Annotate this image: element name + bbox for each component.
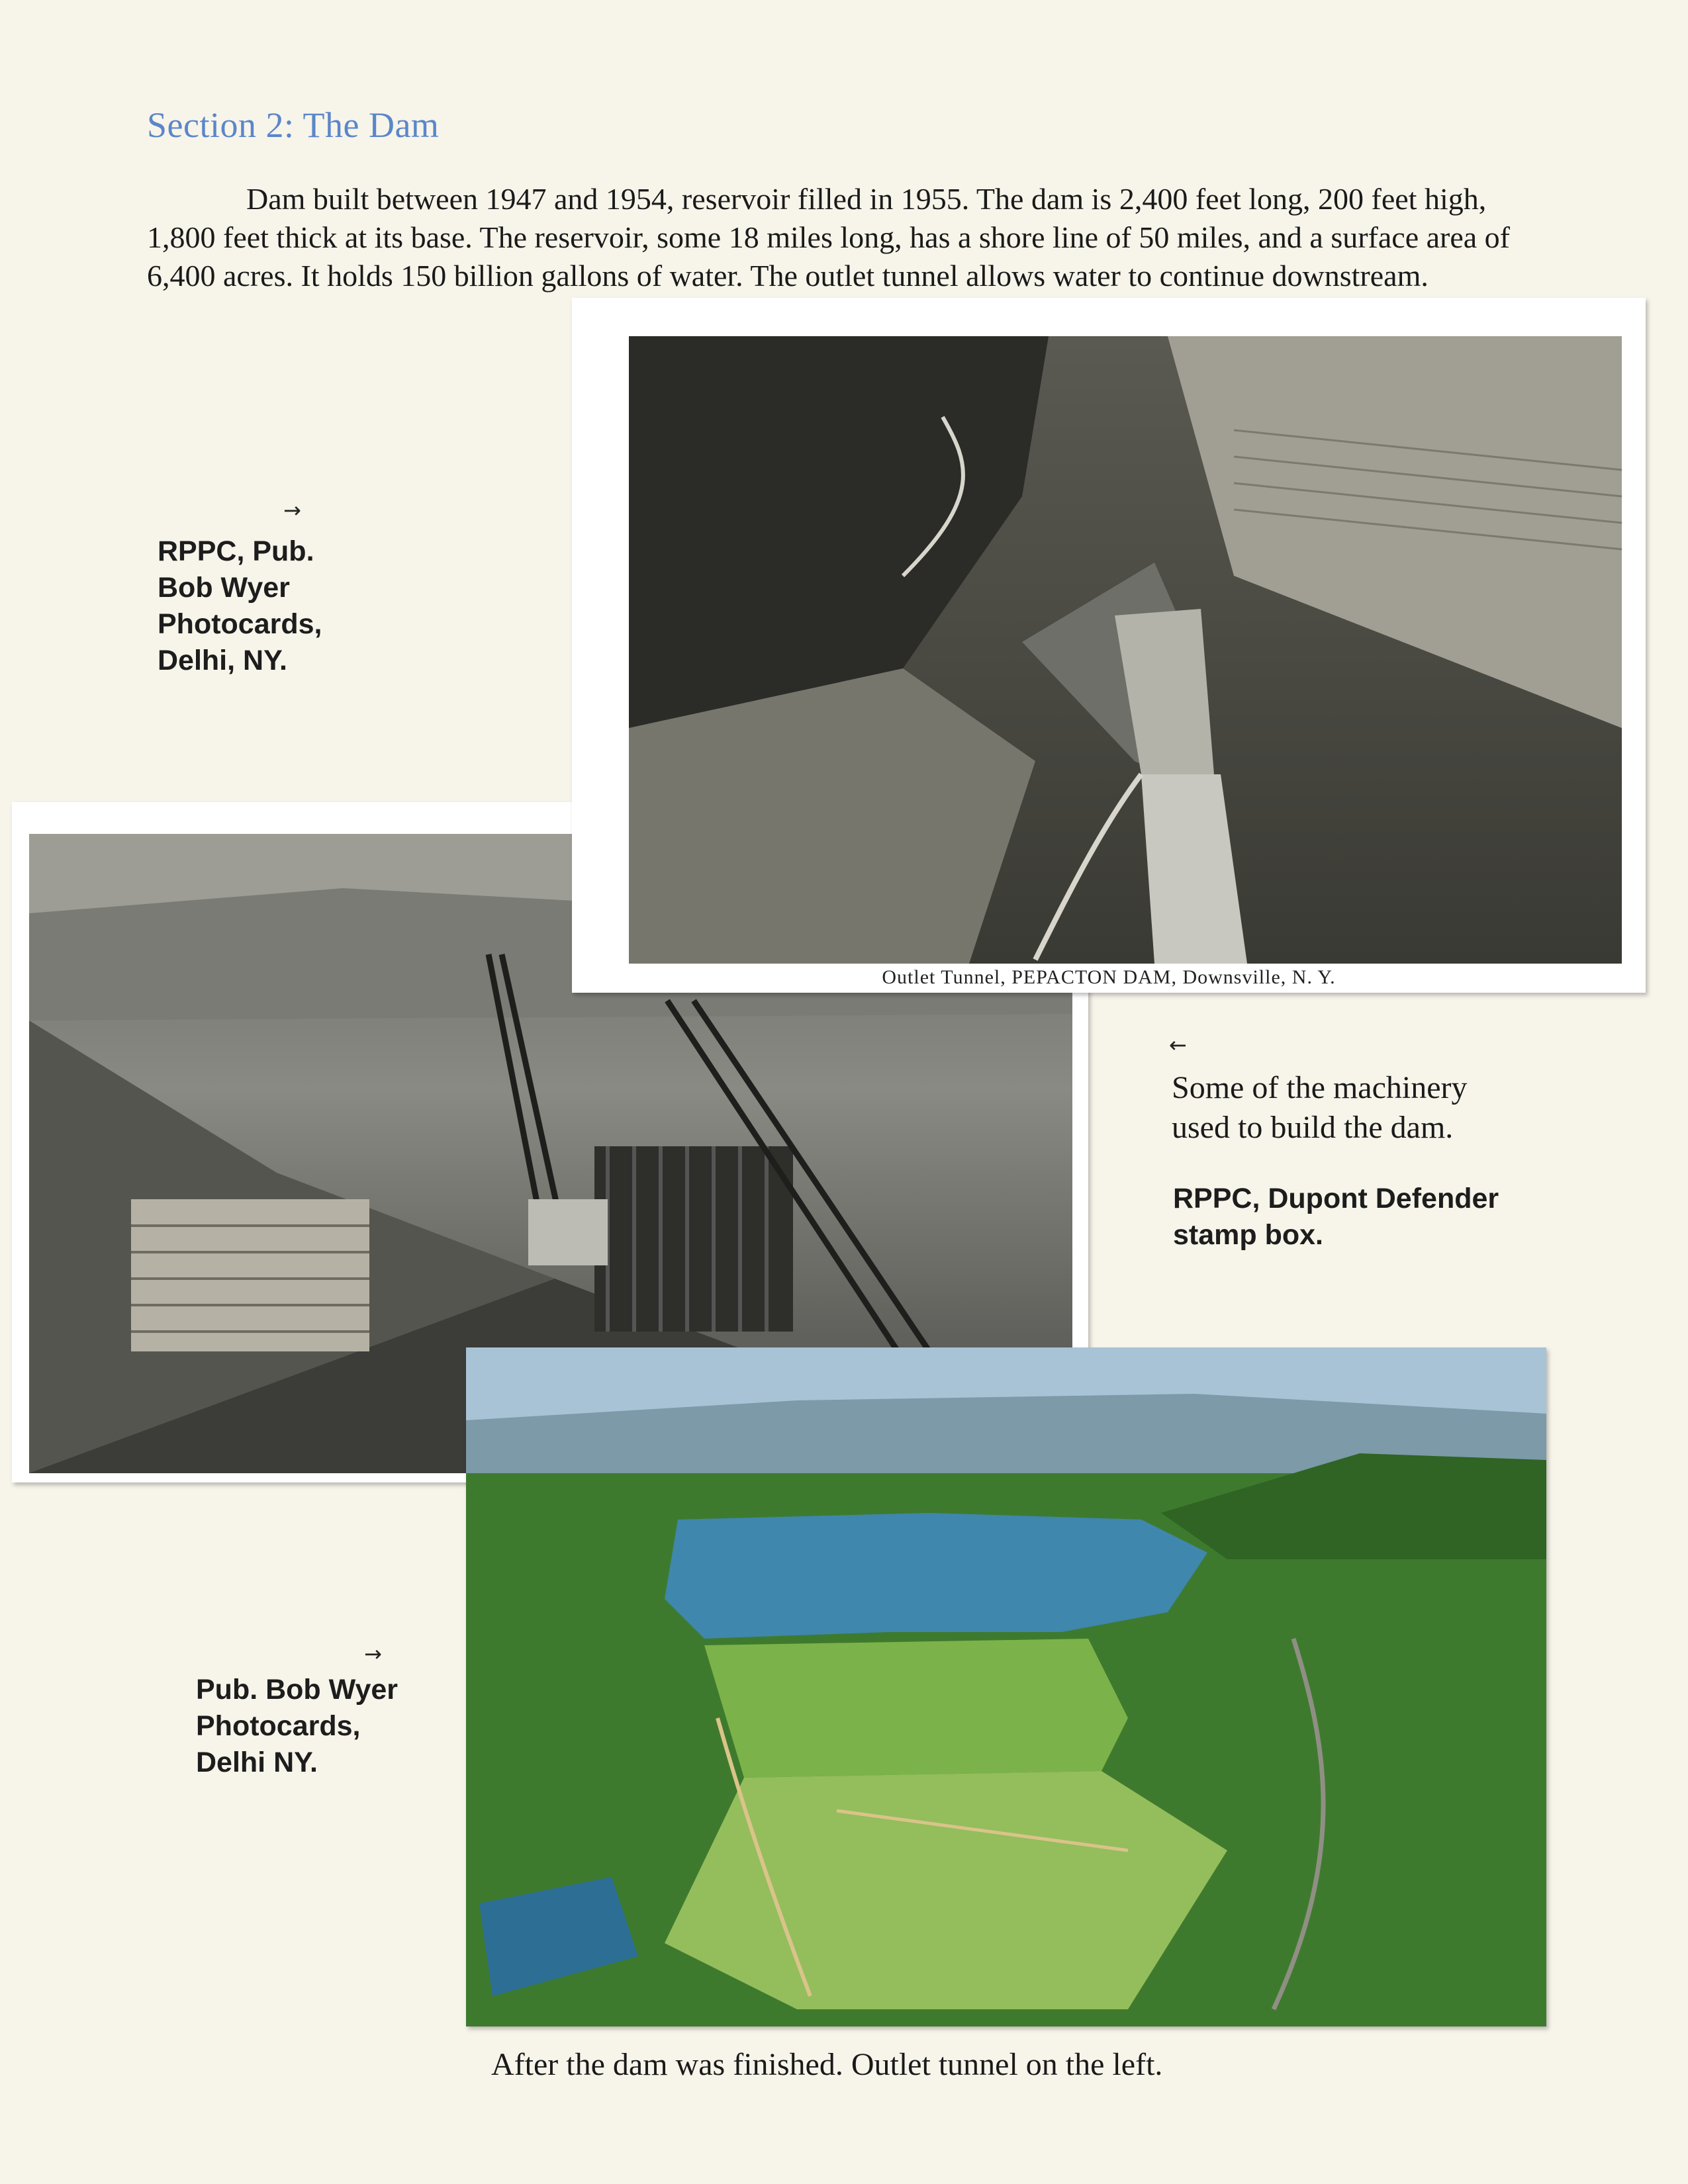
caption-line: Delhi NY.	[196, 1747, 318, 1778]
caption-line: Photocards,	[196, 1710, 361, 1742]
caption-machinery	[1172, 1068, 1468, 1148]
caption-publisher-3	[196, 1672, 398, 1781]
caption-publisher-1	[158, 533, 322, 679]
left-arrow-icon: ←	[1169, 1032, 1187, 1058]
right-arrow-icon: →	[283, 498, 301, 523]
caption-finished-dam: After the dam was finished. Outlet tunnel on the left.	[491, 2047, 1163, 2082]
caption-line: RPPC, Dupont Defender	[1173, 1183, 1499, 1214]
caption-line: Pub. Bob Wyer	[196, 1674, 399, 1706]
caption-line: Some of the machinery	[1172, 1070, 1468, 1105]
photo-outlet-tunnel	[572, 298, 1646, 993]
caption-line: RPPC, Pub.	[158, 535, 314, 567]
finished-dam-photo-image	[466, 1347, 1546, 2026]
photo-finished-dam	[466, 1347, 1546, 2026]
caption-publisher-2	[1173, 1181, 1499, 1253]
outlet-tunnel-caption: Outlet Tunnel, PEPACTON DAM, Downsville, N. Y.	[882, 966, 1336, 988]
intro-paragraph: Dam built between 1947 and 1954, reservoir filled in 1955. The dam is 2,400 feet long, 200 feet high, 1,800 feet thick at its base. The reservoir, some 18 miles long, has a shore line of 50 miles, and a surface area of 6,400 acres. It holds 150 billion gallons of water. The outlet tunnel allows water to continue downstream.	[147, 182, 1510, 293]
caption-line: Bob Wyer	[158, 572, 290, 604]
caption-line: Delhi, NY.	[158, 645, 287, 676]
page-title: Section 2: The Dam	[147, 105, 440, 145]
caption-line: stamp box.	[1173, 1219, 1323, 1251]
right-arrow-icon: →	[364, 1641, 382, 1666]
caption-line: Photocards,	[158, 608, 322, 640]
outlet-tunnel-photo-image	[572, 298, 1646, 993]
caption-line: used to build the dam.	[1172, 1110, 1454, 1145]
